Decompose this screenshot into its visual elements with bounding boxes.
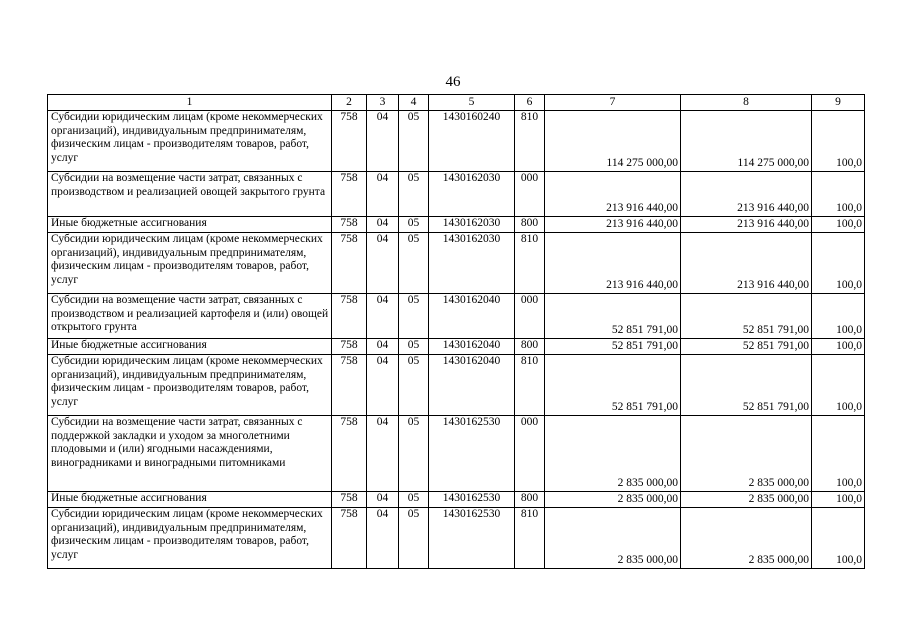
page-number: 46: [445, 74, 461, 90]
executed-amount-cell: 52 851 791,00: [681, 294, 812, 339]
grbs-code-cell: 758: [332, 355, 367, 416]
planned-amount-cell: 2 835 000,00: [545, 492, 681, 508]
expense-type-cell: 810: [515, 508, 545, 569]
expense-type-cell: 000: [515, 416, 545, 492]
section-code-cell: 04: [367, 172, 399, 217]
column-header: 2: [332, 95, 367, 111]
grbs-code-cell: 758: [332, 172, 367, 217]
section-code-cell: 04: [367, 294, 399, 339]
row-name-cell: Субсидии юридическим лицам (кроме некоммерческих организаций), индивидуальным предпринимателям, физическим лицам - производителям товаров, работ, услуг: [48, 355, 332, 416]
column-header: 9: [812, 95, 865, 111]
expense-type-cell: 810: [515, 355, 545, 416]
grbs-code-cell: 758: [332, 217, 367, 233]
target-article-cell: 1430160240: [429, 111, 515, 172]
subsection-code-cell: 05: [399, 492, 429, 508]
execution-percent-cell: 100,0: [812, 416, 865, 492]
planned-amount-cell: 213 916 440,00: [545, 217, 681, 233]
target-article-cell: 1430162530: [429, 416, 515, 492]
row-name-cell: Субсидии на возмещение части затрат, связанных с производством и реализацией картофеля и (или) овощей открытого грунта: [48, 294, 332, 339]
executed-amount-cell: 2 835 000,00: [681, 508, 812, 569]
table-row: [48, 172, 865, 217]
table-row: [48, 294, 865, 339]
executed-amount-cell: 114 275 000,00: [681, 111, 812, 172]
executed-amount-cell: 2 835 000,00: [681, 416, 812, 492]
table-row: [48, 339, 865, 355]
column-header: 8: [681, 95, 812, 111]
target-article-cell: 1430162030: [429, 172, 515, 217]
executed-amount-cell: 2 835 000,00: [681, 492, 812, 508]
target-article-cell: 1430162030: [429, 217, 515, 233]
execution-percent-cell: 100,0: [812, 492, 865, 508]
grbs-code-cell: 758: [332, 508, 367, 569]
target-article-cell: 1430162040: [429, 355, 515, 416]
row-name-cell: Субсидии юридическим лицам (кроме некоммерческих организаций), индивидуальным предпринимателям, физическим лицам - производителям товаров, работ, услуг: [48, 233, 332, 294]
execution-percent-cell: 100,0: [812, 355, 865, 416]
executed-amount-cell: 213 916 440,00: [681, 172, 812, 217]
section-code-cell: 04: [367, 492, 399, 508]
section-code-cell: 04: [367, 339, 399, 355]
target-article-cell: 1430162040: [429, 339, 515, 355]
grbs-code-cell: 758: [332, 294, 367, 339]
subsection-code-cell: 05: [399, 217, 429, 233]
grbs-code-cell: 758: [332, 416, 367, 492]
row-name-cell: Субсидии юридическим лицам (кроме некоммерческих организаций), индивидуальным предпринимателям, физическим лицам - производителям товаров, работ, услуг: [48, 111, 332, 172]
subsection-code-cell: 05: [399, 339, 429, 355]
table-row: [48, 233, 865, 294]
table-row: [48, 492, 865, 508]
column-header: 3: [367, 95, 399, 111]
column-header: 1: [48, 95, 332, 111]
planned-amount-cell: 52 851 791,00: [545, 339, 681, 355]
section-code-cell: 04: [367, 233, 399, 294]
expense-type-cell: 800: [515, 217, 545, 233]
grbs-code-cell: 758: [332, 233, 367, 294]
budget-table: [47, 94, 865, 569]
executed-amount-cell: 213 916 440,00: [681, 233, 812, 294]
execution-percent-cell: 100,0: [812, 294, 865, 339]
expense-type-cell: 000: [515, 294, 545, 339]
execution-percent-cell: 100,0: [812, 217, 865, 233]
expense-type-cell: 800: [515, 492, 545, 508]
section-code-cell: 04: [367, 508, 399, 569]
row-name-cell: Субсидии на возмещение части затрат, связанных с поддержкой закладки и уходом за многолетними плодовыми и (или) ягодными насаждениями, виноградниками и виноградными питомниками: [48, 416, 332, 492]
target-article-cell: 1430162040: [429, 294, 515, 339]
grbs-code-cell: 758: [332, 111, 367, 172]
grbs-code-cell: 758: [332, 339, 367, 355]
section-code-cell: 04: [367, 111, 399, 172]
table-row: [48, 508, 865, 569]
column-header: 7: [545, 95, 681, 111]
planned-amount-cell: 2 835 000,00: [545, 416, 681, 492]
target-article-cell: 1430162030: [429, 233, 515, 294]
section-code-cell: 04: [367, 355, 399, 416]
row-name-cell: Субсидии на возмещение части затрат, связанных с производством и реализацией овощей закрытого грунта: [48, 172, 332, 217]
row-name-cell: Иные бюджетные ассигнования: [48, 492, 332, 508]
subsection-code-cell: 05: [399, 172, 429, 217]
column-header: 4: [399, 95, 429, 111]
row-name-cell: Субсидии юридическим лицам (кроме некоммерческих организаций), индивидуальным предпринимателям, физическим лицам - производителям товаров, работ, услуг: [48, 508, 332, 569]
executed-amount-cell: 213 916 440,00: [681, 217, 812, 233]
execution-percent-cell: 100,0: [812, 508, 865, 569]
subsection-code-cell: 05: [399, 111, 429, 172]
executed-amount-cell: 52 851 791,00: [681, 339, 812, 355]
planned-amount-cell: 52 851 791,00: [545, 294, 681, 339]
executed-amount-cell: 52 851 791,00: [681, 355, 812, 416]
table-row: [48, 217, 865, 233]
execution-percent-cell: 100,0: [812, 172, 865, 217]
grbs-code-cell: 758: [332, 492, 367, 508]
table-row: [48, 355, 865, 416]
expense-type-cell: 810: [515, 111, 545, 172]
section-code-cell: 04: [367, 217, 399, 233]
column-header: 6: [515, 95, 545, 111]
execution-percent-cell: 100,0: [812, 111, 865, 172]
subsection-code-cell: 05: [399, 233, 429, 294]
execution-percent-cell: 100,0: [812, 339, 865, 355]
planned-amount-cell: 213 916 440,00: [545, 233, 681, 294]
planned-amount-cell: 52 851 791,00: [545, 355, 681, 416]
subsection-code-cell: 05: [399, 294, 429, 339]
expense-type-cell: 800: [515, 339, 545, 355]
row-name-cell: Иные бюджетные ассигнования: [48, 217, 332, 233]
execution-percent-cell: 100,0: [812, 233, 865, 294]
target-article-cell: 1430162530: [429, 492, 515, 508]
table-row: [48, 111, 865, 172]
target-article-cell: 1430162530: [429, 508, 515, 569]
subsection-code-cell: 05: [399, 416, 429, 492]
expense-type-cell: 000: [515, 172, 545, 217]
table-row: [48, 416, 865, 492]
row-name-cell: Иные бюджетные ассигнования: [48, 339, 332, 355]
planned-amount-cell: 2 835 000,00: [545, 508, 681, 569]
column-header: 5: [429, 95, 515, 111]
expense-type-cell: 810: [515, 233, 545, 294]
subsection-code-cell: 05: [399, 508, 429, 569]
subsection-code-cell: 05: [399, 355, 429, 416]
section-code-cell: 04: [367, 416, 399, 492]
column-number-row: [48, 95, 865, 111]
planned-amount-cell: 213 916 440,00: [545, 172, 681, 217]
planned-amount-cell: 114 275 000,00: [545, 111, 681, 172]
